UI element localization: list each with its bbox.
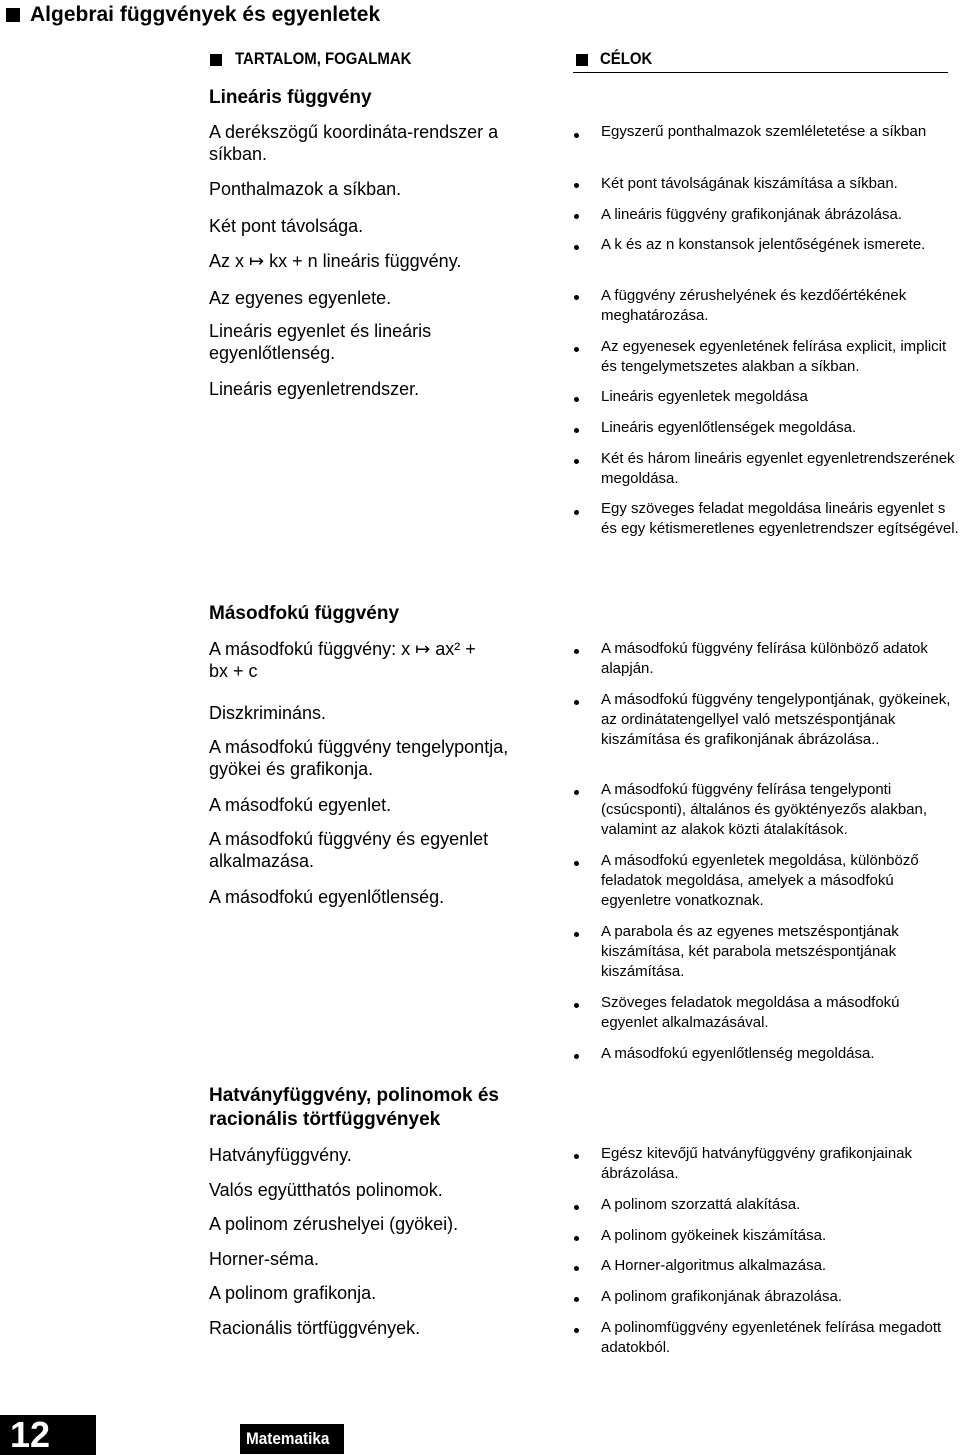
goal-item: A polinomfüggvény egyenletének felírása megadott adatokból. xyxy=(601,1319,942,1356)
bullet-icon xyxy=(574,700,579,705)
bullet-icon xyxy=(574,397,579,402)
bullet-icon xyxy=(574,295,579,300)
goal-item: Két pont távolságának kiszámítása a síkban. xyxy=(601,175,898,192)
bullet-icon xyxy=(574,245,579,250)
bullet-icon xyxy=(574,1236,579,1241)
goal-item: A másodfokú függvény tengelypontjának, gyökeinek, az ordinátatengellyel való metszéspontjának kiszámítása és grafikonjának ábrázolása.. xyxy=(601,691,951,748)
section-title-power: Hatványfüggvény, polinomok és racionális törtfüggvények xyxy=(209,1085,499,1130)
header-rule xyxy=(573,72,948,73)
bullet-icon xyxy=(574,1297,579,1302)
section-title-quadratic: Másodfokú függvény xyxy=(209,603,400,624)
content-item: Lineáris egyenletrendszer. xyxy=(209,379,420,399)
bullet-icon xyxy=(574,1205,579,1210)
goal-item: A parabola és az egyenes metszéspontjának kiszámítása, két parabola metszéspontjának kiszámítása. xyxy=(601,923,899,980)
goal-item: A polinom grafikonjának ábrazolása. xyxy=(601,1288,842,1305)
goal-item: Két és három lineáris egyenlet egyenletrendszerének megoldása. xyxy=(601,450,955,487)
content-item: Horner-séma. xyxy=(209,1249,320,1269)
bullet-icon xyxy=(574,861,579,866)
goal-item: Az egyenesek egyenletének felírása explicit, implicit és tengelymetszetes alakban a síkban. xyxy=(601,338,947,375)
content-item: A derékszögű koordináta-rendszer a síkban. xyxy=(209,122,499,164)
bullet-icon xyxy=(574,649,579,654)
content-item: Valós együtthatós polinomok. xyxy=(209,1180,443,1200)
bullet-icon xyxy=(574,510,579,515)
content-item: Lineáris egyenlet és lineáris egyenlőtlenség. xyxy=(209,321,432,363)
content-item: A polinom zérushelyei (gyökei). xyxy=(209,1214,459,1234)
bullet-icon xyxy=(574,1003,579,1008)
goal-item: A k és az n konstansok jelentőségének ismerete. xyxy=(601,236,926,253)
content-item: Hatványfüggvény. xyxy=(209,1145,352,1165)
goal-item: Lineáris egyenlőtlenségek megoldása. xyxy=(601,419,857,436)
page-number: 12 xyxy=(10,1414,51,1455)
goal-item: Egész kitevőjű hatványfüggvény grafikonjainak ábrázolása. xyxy=(601,1145,913,1182)
bullet-icon xyxy=(574,183,579,188)
left-header-square-icon xyxy=(210,54,222,66)
bullet-icon xyxy=(574,214,579,219)
goal-item: A másodfokú egyenletek megoldása, különböző feladatok megoldása, amelyek a másodfokú egyenletre vonatkoznak. xyxy=(601,852,919,909)
title-square-icon xyxy=(6,8,20,22)
goal-item: A polinom szorzattá alakítása. xyxy=(601,1196,801,1213)
page-title: Algebrai függvények és egyenletek xyxy=(30,3,381,26)
goal-item: A Horner-algoritmus alkalmazása. xyxy=(601,1257,827,1274)
bullet-icon xyxy=(574,133,579,138)
right-header-square-icon xyxy=(576,54,588,66)
goal-item: A lineáris függvény grafikonjának ábrázolása. xyxy=(601,206,903,223)
bullet-icon xyxy=(574,1154,579,1159)
bullet-icon xyxy=(574,347,579,352)
content-item: Racionális törtfüggvények. xyxy=(209,1318,421,1338)
left-column-header: TARTALOM, FOGALMAK xyxy=(235,49,412,68)
right-column-header: CÉLOK xyxy=(600,49,653,68)
bullet-icon xyxy=(574,1054,579,1059)
content-item: A másodfokú függvény tengelypontja, gyökei és grafikonja. xyxy=(209,737,509,779)
goal-item: A polinom gyökeinek kiszámítása. xyxy=(601,1227,827,1244)
subject-label: Matematika xyxy=(246,1429,330,1448)
goal-item: Egy szöveges feladat megoldása lineáris egyenlet s és egy kétismeretlenes egyenletrendszer egítségével. xyxy=(601,500,959,537)
bullet-icon xyxy=(574,1328,579,1333)
goal-item: A másodfokú egyenlőtlenség megoldása. xyxy=(601,1045,875,1062)
goal-item: A függvény zérushelyének és kezdőértékének meghatározása. xyxy=(601,287,907,324)
content-item: Diszkrimináns. xyxy=(209,703,327,723)
content-item: A másodfokú egyenlet. xyxy=(209,795,392,815)
section-title-linear: Lineáris függvény xyxy=(209,87,372,108)
content-item: Az egyenes egyenlete. xyxy=(209,288,392,308)
goal-item: Szöveges feladatok megoldása a másodfokú egyenlet alkalmazásával. xyxy=(601,994,900,1031)
goal-item: A másodfokú függvény felírása különböző adatok alapján. xyxy=(601,640,928,677)
content-item: A másodfokú egyenlőtlenség. xyxy=(209,887,445,907)
goal-item: Egyszerű ponthalmazok szemléletetése a síkban xyxy=(601,123,927,140)
bullet-icon xyxy=(574,932,579,937)
content-item: Ponthalmazok a síkban. xyxy=(209,179,402,199)
goal-item: Lineáris egyenletek megoldása xyxy=(601,388,808,405)
bullet-icon xyxy=(574,1266,579,1271)
content-item: Két pont távolsága. xyxy=(209,216,364,236)
bullet-icon xyxy=(574,459,579,464)
content-item-formula: A másodfokú függvény: x ↦ ax² + bx + c xyxy=(209,639,476,681)
bullet-icon xyxy=(574,790,579,795)
goal-item: A másodfokú függvény felírása tengelyponti (csúcsponti), általános és gyöktényezős alakban, valamint az alakok közti átalakítások. xyxy=(601,781,928,838)
content-item-formula: Az x ↦ kx + n lineáris függvény. xyxy=(209,251,462,271)
content-item: A polinom grafikonja. xyxy=(209,1283,377,1303)
bullet-icon xyxy=(574,428,579,433)
content-item: A másodfokú függvény és egyenlet alkalmazása. xyxy=(209,829,489,871)
